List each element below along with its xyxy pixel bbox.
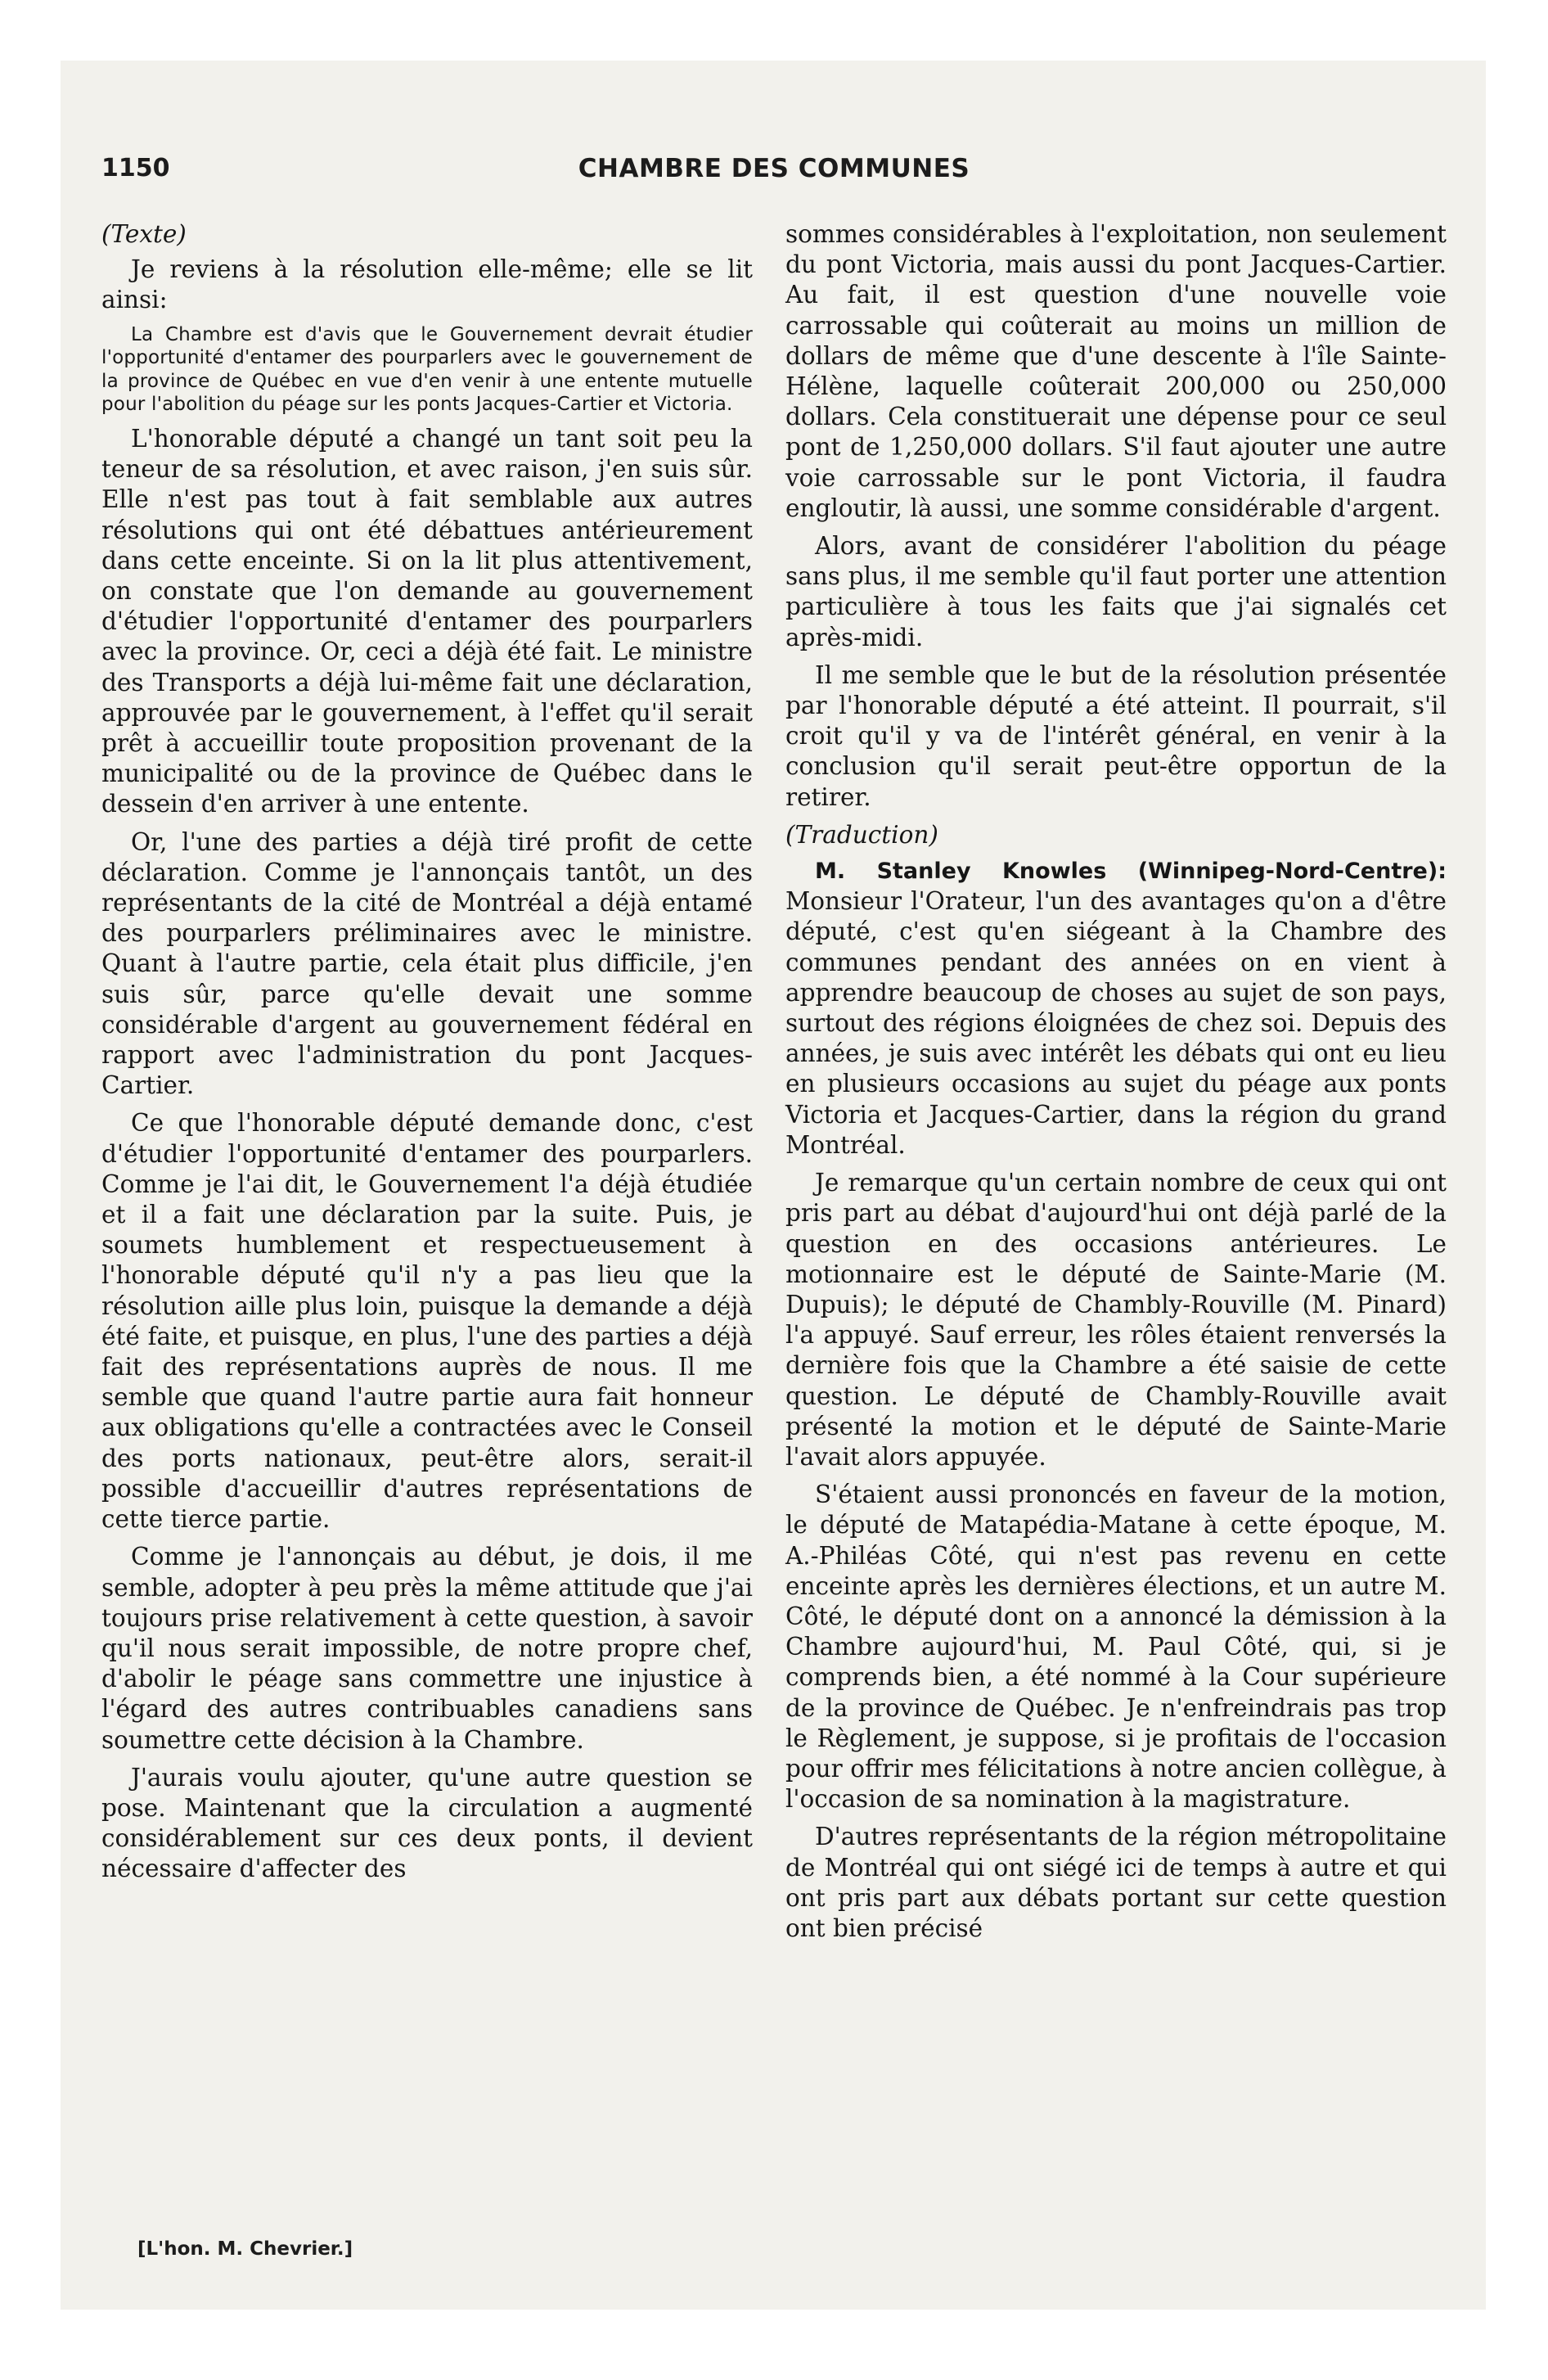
- paragraph: Ce que l'honorable député demande donc, c'est d'étudier l'opportunité d'entamer des pourparlers. Comme je l'ai dit, le Gouvernement l'a déjà étudiée et il a fait une déclaration par la suite. Puis, je soumets humblement et respectueusement à l'honorable député qu'il n'y a pas lieu que la résolution aille plus loin, puisque la demande a déjà été faite, et puisque, en plus, l'une des parties a déjà fait des représentations auprès de nous. Il me semble que quand l'autre partie aura fait honneur aux obligations qu'elle a contractées avec le Conseil des ports nationaux, peut-être alors, serait-il possible d'accueillir d'autres représentations de cette tierce partie.: [101, 1109, 753, 1534]
- quoted-resolution: La Chambre est d'avis que le Gouvernement devrait étudier l'opportunité d'entamer des pourparlers avec le gouvernement de la province de Québec en vue d'en venir à une entente mutuelle pour l'abolition du péage sur les ponts Jacques-Cartier et Victoria.: [101, 323, 753, 416]
- paragraph: Or, l'une des parties a déjà tiré profit de cette déclaration. Comme je l'annonçais tantôt, un des représentants de la cité de Montréal a déjà entamé des pourparlers préliminaires avec le ministre. Quant à l'autre partie, cela était plus difficile, j'en suis sûr, parce qu'elle devait une somme considérable d'argent au gouvernement fédéral en rapport avec l'administration du pont Jacques-Cartier.: [101, 827, 753, 1100]
- paragraph: L'honorable député a changé un tant soit peu la teneur de sa résolution, et avec raison, j'en suis sûr. Elle n'est pas tout à fait semblable aux autres résolutions qui ont été débattues antérieurement dans cette enceinte. Si on la lit plus attentivement, on constate que l'on demande au gouvernement d'étudier l'opportunité d'entamer des pourparlers avec la province. Or, ceci a déjà été fait. Le ministre des Transports a déjà lui-même fait une déclaration, approuvée par le gouvernement, à l'effet qu'il serait prêt à accueillir toute proposition provenant de la municipalité ou de la province de Québec dans le dessein d'en arriver à une entente.: [101, 424, 753, 818]
- paragraph: J'aurais voulu ajouter, qu'une autre question se pose. Maintenant que la circulation a augmenté considérablement sur ces deux ponts, il devient nécessaire d'affecter des: [101, 1763, 753, 1883]
- paragraph: Je remarque qu'un certain nombre de ceux qui ont pris part au débat d'aujourd'hui ont déjà parlé de la question en des occasions antérieures. Le motionnaire est le député de Sainte-Marie (M. Dupuis); le député de Chambly-Rouville (M. Pinard) l'a appuyé. Sauf erreur, les rôles étaient renversés la dernière fois que la Chambre a été saisie de cette question. Le député de Chambly-Rouville avait présenté la motion et le député de Sainte-Marie l'avait alors appuyée.: [785, 1169, 1447, 1471]
- page-header: [101, 154, 1447, 187]
- paragraph: Je reviens à la résolution elle-même; elle se lit ainsi:: [101, 255, 753, 314]
- paragraph: Il me semble que le but de la résolution présentée par l'honorable député a été atteint. Il pourrait, s'il croit qu'il y va de l'intérêt général, en venir à la conclusion qu'il serait peut-être opportun de la retirer.: [785, 660, 1447, 811]
- paragraph-text: Monsieur l'Orateur, l'un des avantages qu'on a d'être député, c'est qu'en siégeant à la Chambre des communes pendant des années on en vient à apprendre beaucoup de choses au sujet de son pays, surtout des régions éloignées de chez soi. Depuis des années, je suis avec intérêt les débats qui ont eu lieu en plusieurs occasions au sujet du péage aux ponts Victoria et Jacques-Cartier, dans la région du grand Montréal.: [785, 887, 1447, 1159]
- page-title: CHAMBRE DES COMMUNES: [578, 154, 970, 183]
- left-column: [101, 219, 753, 1892]
- paragraph: Comme je l'annonçais au début, je dois, il me semble, adopter à peu près la même attitude que j'ai toujours prise relativement à cette question, à savoir qu'il nous serait impossible, de notre propre chef, d'abolir le péage sans commettre une injustice à l'égard des autres contribuables canadiens sans soumettre cette décision à la Chambre.: [101, 1543, 753, 1754]
- page-number: 1150: [101, 154, 170, 183]
- speaker-name: M. Stanley Knowles (Winnipeg-Nord-Centre):: [815, 859, 1447, 885]
- paragraph: D'autres représentants de la région métropolitaine de Montréal qui ont siégé ici de temps à autre et qui ont pris part aux débats portant sur cette question ont bien précisé: [785, 1823, 1447, 1942]
- paragraph: Alors, avant de considérer l'abolition du péage sans plus, il me semble qu'il faut porter une attention particulière à tous les faits que j'ai signalés cet après-midi.: [785, 532, 1447, 651]
- speaker-attribution: [L'hon. M. Chevrier.]: [137, 2238, 353, 2260]
- right-column: [785, 219, 1447, 1951]
- paragraph: sommes considérables à l'exploitation, non seulement du pont Victoria, mais aussi du pont Jacques-Cartier. Au fait, il est question d'une nouvelle voie carrossable qui coûterait au moins un million de dollars de même que d'une descente à l'île Sainte-Hélène, laquelle coûterait 200,000 ou 250,000 dollars. Cela constituerait une dépense pour ce seul pont de 1,250,000 dollars. S'il faut ajouter une autre voie carrossable sur le pont Victoria, il faudra engloutir, là aussi, une somme considérable d'argent.: [785, 220, 1447, 522]
- language-label: (Texte): [101, 220, 187, 248]
- language-label: (Traduction): [785, 820, 938, 849]
- speaker-paragraph: [785, 855, 1447, 1161]
- paragraph: S'étaient aussi prononcés en faveur de la motion, le député de Matapédia-Matane à cette époque, M. A.-Philéas Côté, qui n'est pas revenu en cette enceinte après les dernières élections, et un autre M. Côté, le député dont on a annoncé la démission à la Chambre aujourd'hui, M. Paul Côté, qui, si je comprends bien, a été nommé à la Cour supérieure de la province de Québec. Je n'enfreindrais pas trop le Règlement, je suppose, si je profitais de l'occasion pour offrir mes félicitations à notre ancien collègue, à l'occasion de sa nomination à la magistrature.: [785, 1481, 1447, 1814]
